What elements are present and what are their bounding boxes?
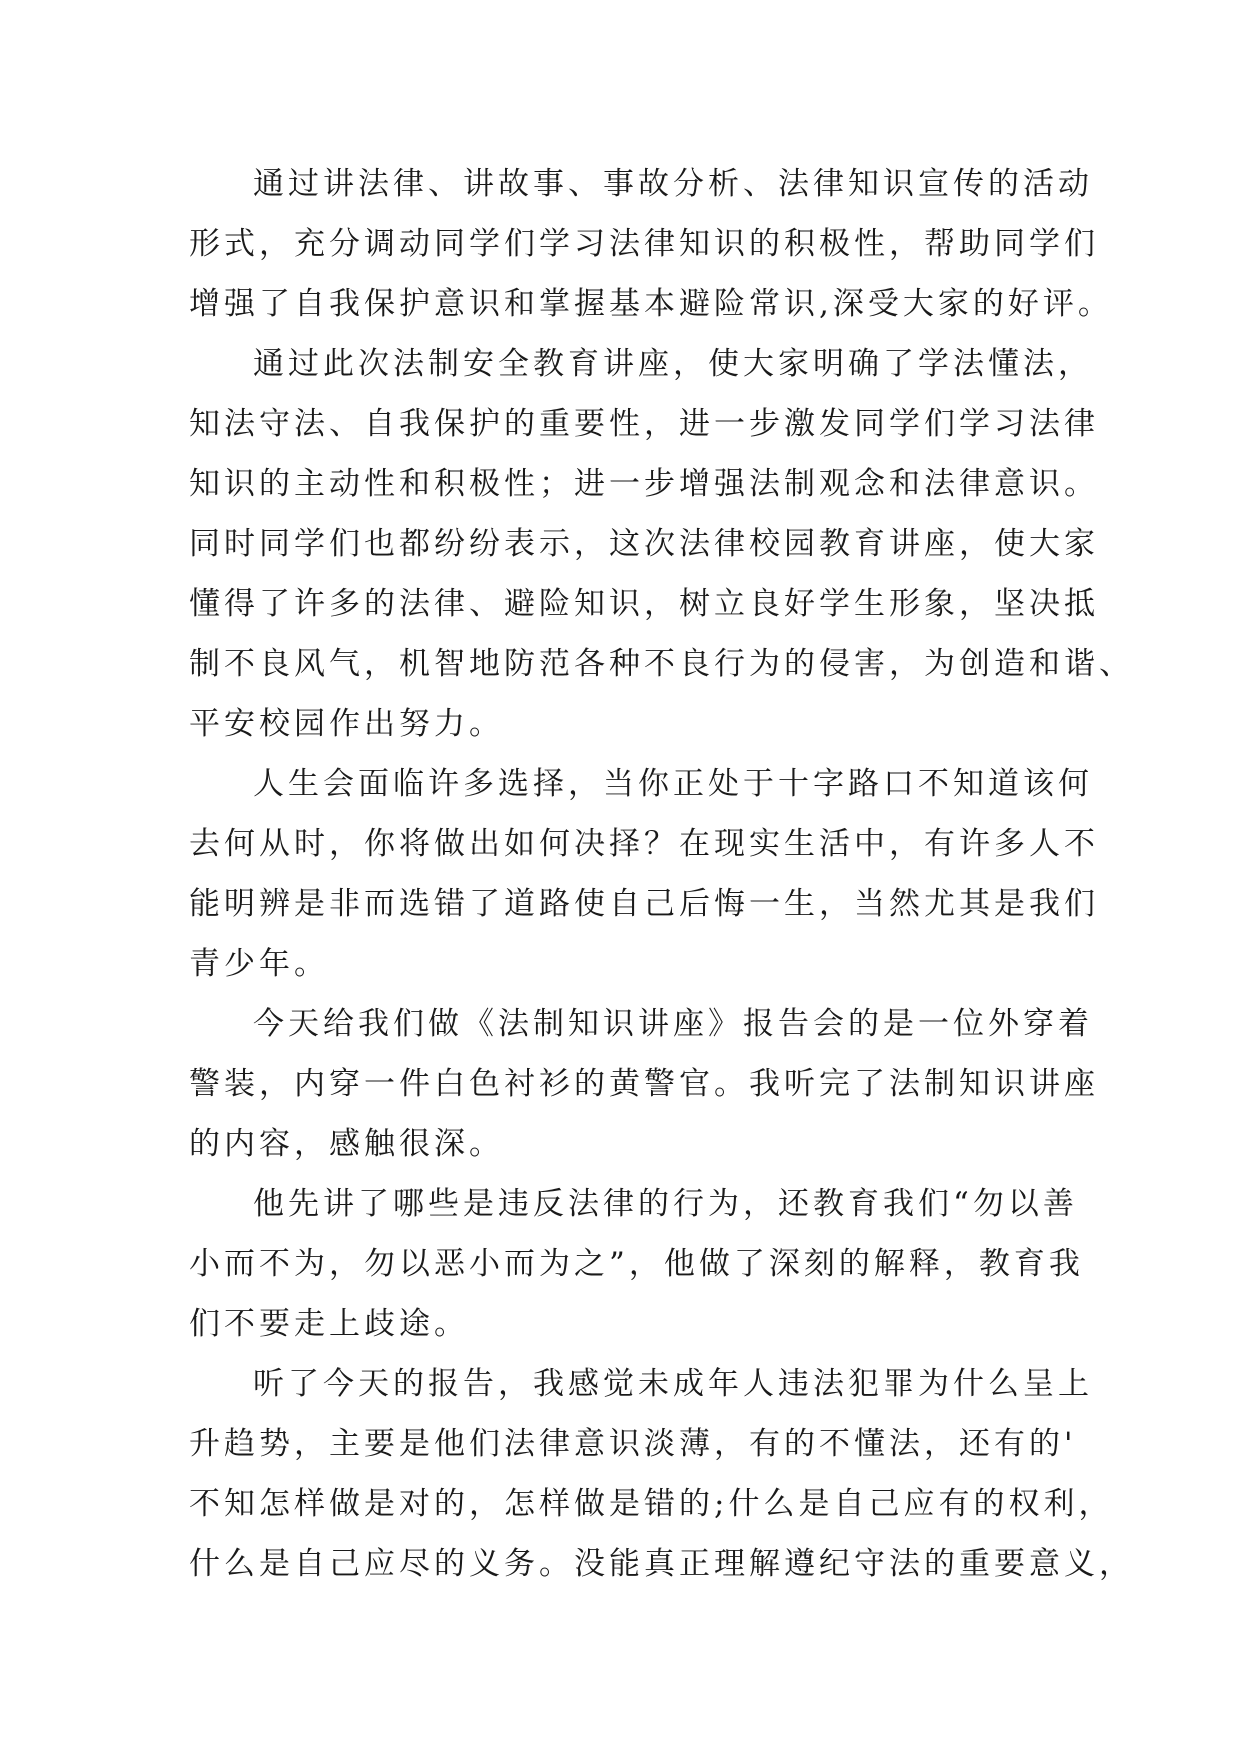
paragraph-line: 平安校园作出努力。 [189, 706, 504, 742]
paragraph-line: 去何从时，你将做出如何决择？在现实生活中，有许多人不 [189, 826, 1099, 862]
paragraph-line: 小而不为，勿以恶小而为之”，他做了深刻的解释，教育我 [189, 1246, 1084, 1282]
paragraph-6 [189, 1354, 1134, 1594]
paragraph-line: 的内容，感触很深。 [189, 1126, 504, 1162]
paragraph-line: 人生会面临许多选择，当你正处于十字路口不知道该何 [253, 766, 1093, 802]
paragraph-line: 什么是自己应尽的义务。没能真正理解遵纪守法的重要意义， [189, 1546, 1134, 1582]
paragraph-line: 警装，内穿一件白色衬衫的黄警官。我听完了法制知识讲座 [189, 1066, 1099, 1102]
paragraph-line: 同时同学们也都纷纷表示，这次法律校园教育讲座，使大家 [189, 526, 1099, 562]
paragraph-line: 们不要走上歧途。 [189, 1306, 469, 1342]
paragraph-line: 形式，充分调动同学们学习法律知识的积极性，帮助同学们 [189, 226, 1099, 262]
paragraph-line: 懂得了许多的法律、避险知识，树立良好学生形象，坚决抵 [189, 586, 1099, 622]
paragraph-5 [189, 1174, 1089, 1354]
paragraph-line: 知识的主动性和积极性；进一步增强法制观念和法律意识。 [189, 466, 1099, 502]
paragraph-1 [189, 154, 1113, 334]
paragraph-3 [189, 754, 1099, 994]
paragraph-line: 增强了自我保护意识和掌握基本避险常识,深受大家的好评。 [189, 286, 1113, 322]
paragraph-line: 青少年。 [189, 946, 329, 982]
document-body [189, 154, 1134, 1594]
paragraph-line: 能明辨是非而选错了道路使自己后悔一生，当然尤其是我们 [189, 886, 1099, 922]
paragraph-line: 今天给我们做《法制知识讲座》报告会的是一位外穿着 [253, 1006, 1093, 1042]
paragraph-2 [189, 334, 1134, 754]
paragraph-line: 不知怎样做是对的，怎样做是错的;什么是自己应有的权利， [189, 1486, 1114, 1522]
paragraph-line: 升趋势，主要是他们法律意识淡薄，有的不懂法，还有的' [189, 1426, 1077, 1462]
paragraph-line: 他先讲了哪些是违反法律的行为，还教育我们“勿以善 [253, 1186, 1078, 1222]
paragraph-line: 制不良风气，机智地防范各种不良行为的侵害，为创造和谐、 [189, 646, 1134, 682]
paragraph-line: 知法守法、自我保护的重要性，进一步激发同学们学习法律 [189, 406, 1099, 442]
paragraph-line: 听了今天的报告，我感觉未成年人违法犯罪为什么呈上 [253, 1366, 1093, 1402]
paragraph-4 [189, 994, 1099, 1174]
paragraph-line: 通过此次法制安全教育讲座，使大家明确了学法懂法， [253, 346, 1093, 382]
paragraph-line: 通过讲法律、讲故事、事故分析、法律知识宣传的活动 [253, 166, 1093, 202]
